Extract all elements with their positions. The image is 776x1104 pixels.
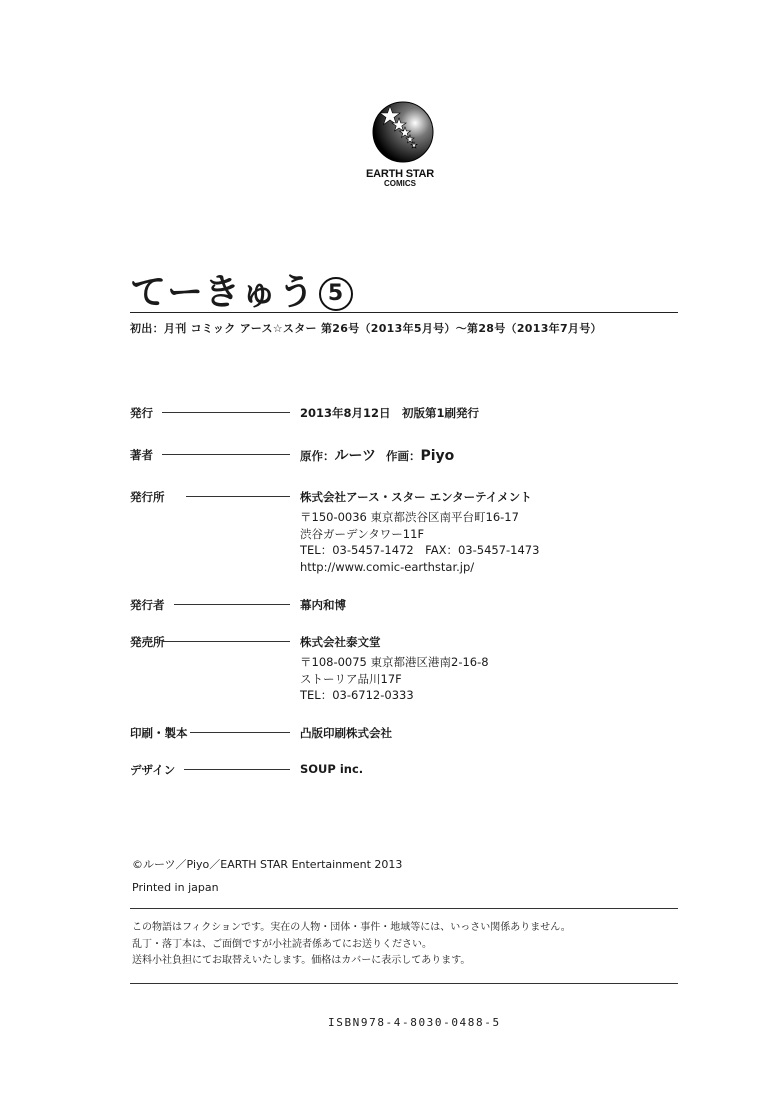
- publisher-person-value: 幕内和博: [300, 598, 346, 612]
- design-value: SOUP inc.: [300, 762, 364, 776]
- volume-number: 5: [319, 277, 353, 311]
- title-divider: [130, 312, 678, 313]
- disclaimer-line: この物語はフィクションです。実在の人物・団体・事件・地域等には、いっさい関係ありません。: [132, 922, 571, 933]
- logo-text-line1: EARTH STAR: [365, 168, 435, 180]
- publisher-person-label: 発行者: [130, 598, 165, 612]
- distributor-label: 発売所: [130, 635, 165, 649]
- book-title: [130, 264, 353, 315]
- original-story-label: 原作：: [300, 449, 335, 463]
- author-leader-line: [162, 454, 290, 455]
- release-value: 2013年8月12日 初版第1刷発行: [300, 406, 480, 420]
- printing-label: 印刷・製本: [130, 726, 188, 740]
- distributor-address-line: ストーリア品川17F: [300, 671, 402, 686]
- title-text: てーきゅう: [130, 272, 316, 313]
- printing-leader-line: [190, 732, 290, 733]
- issuer-website-link[interactable]: http://www.comic-earthstar.jp/: [300, 559, 475, 574]
- distributor-value: 株式会社泰文堂: [300, 635, 381, 649]
- distributor-leader-line: [162, 641, 290, 642]
- first-publication-note: 初出：月刊 コミック アース☆スター 第26号（2013年5月号）～第28号（2013年7月号）: [130, 322, 602, 335]
- author-value: [300, 445, 454, 465]
- issuer-label: 発行所: [130, 490, 165, 504]
- issuer-phone-fax: TEL：03-5457-1472 FAX：03-5457-1473: [300, 543, 540, 557]
- release-leader-line: [162, 412, 290, 413]
- isbn-number: ISBN978-4-8030-0488-5: [328, 1016, 501, 1029]
- notice-top-rule: [130, 908, 678, 909]
- disclaimer-block: [132, 920, 571, 970]
- printed-in-note: Printed in japan: [132, 881, 219, 894]
- release-label: 発行: [130, 406, 153, 420]
- copyright-notice: ©ルーツ／Piyo／EARTH STAR Entertainment 2013: [132, 858, 403, 871]
- issuer-address-line: 〒150-0036 東京都渋谷区南平台町16-17: [300, 510, 519, 524]
- issuer-value: 株式会社アース・スター エンターテイメント: [300, 490, 532, 504]
- distributor-address: [300, 654, 489, 704]
- art-author: Piyo: [420, 448, 455, 464]
- design-label: デザイン: [130, 763, 176, 777]
- distributor-phone: TEL：03-6712-0333: [300, 688, 414, 702]
- issuer-leader-line: [186, 496, 290, 497]
- publisher-person-leader-line: [174, 604, 290, 605]
- logo-text-line2: COMICS: [384, 179, 416, 188]
- disclaimer-line: 乱丁・落丁本は、ご面倒ですが小社読者係あてにお送りください。: [132, 938, 432, 950]
- globe-with-stars-icon: [360, 100, 460, 170]
- art-label: 作画：: [385, 449, 421, 463]
- distributor-address-line: 〒108-0075 東京都港区港南2-16-8: [300, 655, 489, 669]
- original-story-author: ルーツ: [334, 448, 376, 464]
- design-leader-line: [184, 769, 290, 770]
- disclaimer-line: 送料小社負担にてお取替えいたします。価格はカバーに表示してあります。: [132, 955, 471, 966]
- author-label: 著者: [130, 448, 153, 462]
- printing-value: 凸版印刷株式会社: [300, 726, 392, 740]
- issuer-address-line: 渋谷ガーデンタワー11F: [300, 526, 425, 541]
- notice-bottom-rule: [130, 983, 678, 984]
- issuer-address: [300, 509, 539, 575]
